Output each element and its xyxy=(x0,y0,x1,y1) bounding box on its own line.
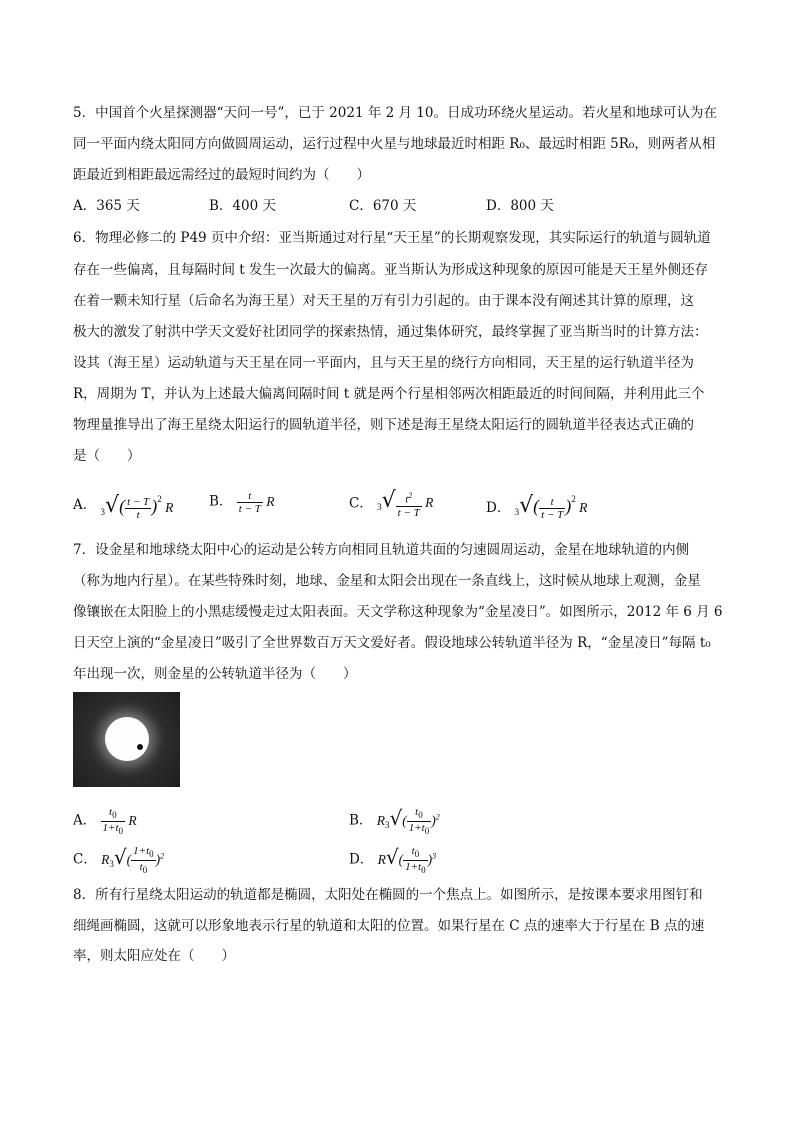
q6-option-a[interactable] xyxy=(73,490,173,521)
q7-line-3: 像镶嵌在太阳脸上的小黑痣缓慢走过太阳表面。天文学称这种现象为“金星凌日”。如图所示，2012 年 6 月 6 xyxy=(73,604,723,620)
q7-option-d[interactable] xyxy=(349,845,436,876)
q8-line-2: 细绳画椭圆，这就可以形象地表示行星的轨道和太阳的位置。如果行星在 C 点的速率大于行星在 B 点的速 xyxy=(73,918,705,934)
q6-option-d[interactable] xyxy=(486,490,587,521)
q6-line-5: 设其（海王星）运动轨道与天王星在同一平面内，且与天王星的绕行方向相同，天王星的运行轨道半径为 xyxy=(73,355,694,371)
q7-line-1: 7．设金星和地球绕太阳中心的运动是公转方向相同且轨道共面的匀速圆周运动，金星在地球轨道的内侧 xyxy=(73,542,690,558)
q7-option-c-letter: C． xyxy=(73,851,97,868)
q7-line-5: 年出现一次，则金星的公转轨道半径为（ ） xyxy=(73,666,357,682)
q7-option-a[interactable] xyxy=(73,806,137,837)
q8-line-1: 8．所有行星绕太阳运动的轨道都是椭圆，太阳处在椭圆的一个焦点上。如图所示，是按课本要求用图钉和 xyxy=(73,887,703,903)
q5-option-a[interactable]: A．365 天 xyxy=(73,198,140,214)
q7-option-b[interactable] xyxy=(349,806,440,837)
q7-option-a-expr: $\frac{t_0}{1+t_0}$ R xyxy=(102,806,137,836)
q7-line-4: 日天空上演的“金星凌日”吸引了全世界数百万天文爱好者。假设地球公转轨道半径为 R，“金星凌日”每隔 t₀ xyxy=(73,635,711,651)
q7-option-d-letter: D． xyxy=(349,851,374,868)
q6-option-c-letter: C． xyxy=(349,495,373,512)
q6-line-1: 6．物理必修二的 P49 页中介绍：亚当斯通过对行星“天王星”的长期观察发现，其实际运行的轨道与圆轨道 xyxy=(73,230,711,246)
venus-transit-photo xyxy=(73,692,180,787)
q5-line-2: 同一平面内绕太阳同方向做圆周运动，运行过程中火星与地球最近时相距 R₀、最远时相距 5R₀，则两者从相 xyxy=(73,136,716,152)
q5-option-d[interactable]: D．800 天 xyxy=(486,198,554,214)
q5-line-1: 5．中国首个火星探测器“天问一号”，已于 2021 年 2 月 10。日成功环绕火星运动。若火星和地球可认为在 xyxy=(73,105,717,121)
q8-line-3: 率，则太阳应处在（ ） xyxy=(73,948,235,964)
q6-option-b[interactable] xyxy=(209,490,274,515)
q6-option-c[interactable] xyxy=(349,490,433,519)
q6-line-3: 在着一颗未知行星（后命名为海王星）对天王星的万有引力引起的。由于课本没有阐述其计算的原理，这 xyxy=(73,293,694,309)
q7-line-2: （称为地内行星）。在某些特殊时刻，地球、金星和太阳会出现在一条直线上，这时候从地球上观测，金星 xyxy=(73,573,701,589)
q7-option-b-expr: $R_3√$( $\frac{t_0}{1+t_0}$ )$^2$ xyxy=(376,805,440,836)
q6-option-b-expr: $\frac{t}{t - T}$ R xyxy=(238,490,275,515)
q7-option-c-expr: $R_3√$( $\frac{1+t_0}{t_0}$ )$^2$ xyxy=(101,844,165,875)
sun-disc xyxy=(105,717,149,761)
q5-option-c[interactable]: C．670 天 xyxy=(349,198,417,214)
q6-option-d-expr: $_3$√( $\frac{t}{t - T}$ )$^2$ R xyxy=(514,493,588,522)
q7-option-c[interactable] xyxy=(73,845,164,876)
q6-option-a-letter: A． xyxy=(73,497,97,514)
q7-option-d-expr: R√( $\frac{t_0}{1+t_0}$ )$^3$ xyxy=(377,844,437,875)
q5-option-b[interactable]: B．400 天 xyxy=(209,198,276,214)
q6-line-2: 存在一些偏离，且每隔时间 t 发生一次最大的偏离。亚当斯认为形成这种现象的原因可能是天王星外侧还存 xyxy=(73,262,709,278)
q7-option-a-letter: A． xyxy=(73,812,97,829)
q6-option-a-expr: $_3$√( $\frac{t - T}{t}$ )$^2$ R xyxy=(100,493,174,522)
q6-line-6: R，周期为 T，并认为上述最大偏离间隔时间 t 就是两个行星相邻两次相距最近的时间间隔，并利用此三个 xyxy=(73,386,705,402)
q6-line-4: 极大的激发了射洪中学天文爱好社团同学的探索热情，通过集体研究，最终掌握了亚当斯当时的计算方法： xyxy=(73,324,708,340)
q6-line-8: 是（ ） xyxy=(73,448,141,464)
q6-option-d-letter: D． xyxy=(486,500,511,516)
q6-line-7: 物理量推导出了海王星绕太阳运行的圆轨道半径，则下述是海王星绕太阳运行的圆轨道半径表达式正确的 xyxy=(73,417,694,433)
q5-line-3: 距最近到相距最远需经过的最短时间约为（ ） xyxy=(73,167,370,183)
q7-option-b-letter: B． xyxy=(349,812,373,829)
q6-option-b-letter: B． xyxy=(209,493,233,510)
venus-dot xyxy=(137,744,143,750)
q6-option-c-expr: $_3$√ $\frac{t^2}{t - T}$ R xyxy=(377,488,434,519)
